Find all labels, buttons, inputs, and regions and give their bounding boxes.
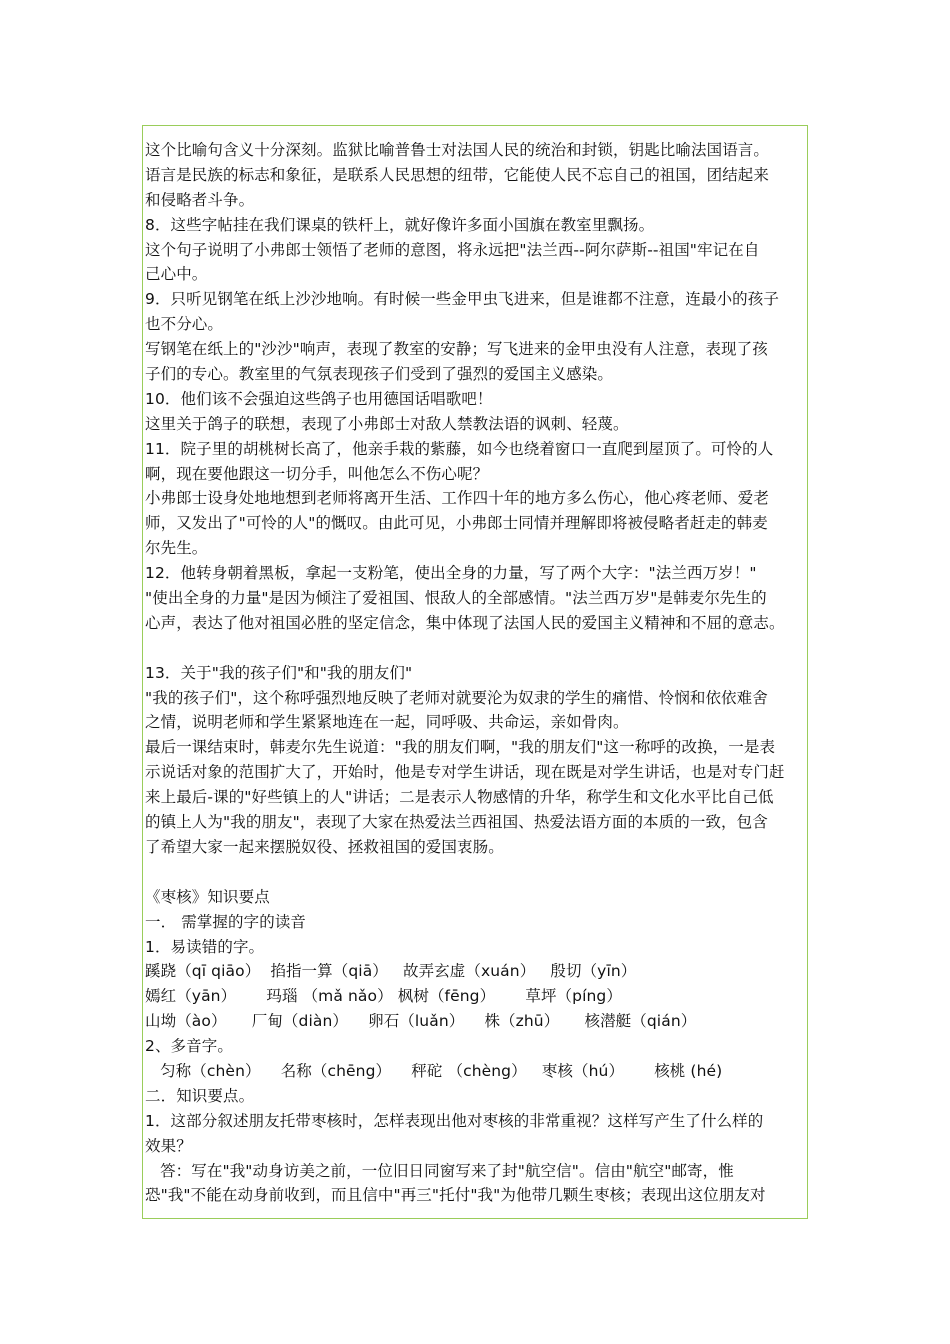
text-line: 语言是民族的标志和象征，是联系人民思想的纽带，它能使人民不忘自己的祖国，团结起来	[145, 165, 770, 184]
text-line: 9．只听见钢笔在纸上沙沙地响。有时候一些金甲虫飞进来，但是谁都不注意，连最小的孩子	[145, 290, 779, 309]
text-line: 嫣红（yān） 玛瑙 （mǎ nǎo） 枫树（fēng） 草坪（píng）	[145, 987, 622, 1006]
document-frame	[142, 125, 808, 1219]
document-body	[145, 138, 808, 1208]
text-line: 示说话对象的范围扩大了，开始时，他是专对学生讲话，现在既是对学生讲话，也是对专门赶	[145, 763, 785, 782]
text-line: 12．他转身朝着黑板，拿起一支粉笔，使出全身的力量，写了两个大字："法兰西万岁！"	[145, 564, 757, 583]
text-line: 师，又发出了"可怜的人"的慨叹。由此可见，小弗郎士同情并理解即将被侵略者赶走的韩麦	[145, 514, 768, 533]
text-line: 小弗郎士设身处地地想到老师将离开生活、工作四十年的地方多么伤心，他心疼老师、爱老	[145, 489, 770, 508]
text-line: 和侵略者斗争。	[145, 190, 255, 209]
text-line: "我的孩子们"，这个称呼强烈地反映了老师对就要沦为奴隶的学生的痛惜、怜悯和依依难舍	[145, 688, 768, 707]
text-line: 这个句子说明了小弗郎士领悟了老师的意图，将永远把"法兰西--阿尔萨斯--祖国"牢记在自	[145, 240, 760, 259]
text-line: 1．易读错的字。	[145, 937, 265, 956]
text-line: 11．院子里的胡桃树长高了，他亲手栽的紫藤，如今也绕着窗口一直爬到屋顶了。可怜的人	[145, 439, 774, 458]
text-line: 子们的专心。教室里的气氛表现孩子们受到了强烈的爱国主义感染。	[145, 365, 614, 384]
text-line: 了希望大家一起来摆脱奴役、拯救祖国的爱国衷肠。	[145, 837, 504, 856]
text-line: 啊，现在要他跟这一切分手，叫他怎么不伤心呢？	[145, 464, 489, 483]
text-line: 1．这部分叙述朋友托带枣核时，怎样表现出他对枣核的非常重视？这样写产生了什么样的	[145, 1111, 764, 1130]
text-line: 一． 需掌握的字的读音	[145, 912, 307, 931]
text-line: 答：写在"我"动身访美之前，一位旧日同窗写来了封"航空信"。信由"航空"邮寄，惟	[145, 1161, 734, 1180]
blank-line	[145, 860, 808, 885]
text-line: 《枣核》知识要点	[145, 887, 270, 906]
text-line: 13．关于"我的孩子们"和"我的朋友们"	[145, 663, 413, 682]
blank-line	[145, 636, 808, 661]
text-line: 这里关于鸽子的联想，表现了小弗郎士对敌人禁教法语的讽刺、轻蔑。	[145, 414, 629, 433]
text-line: 写钢笔在纸上的"沙沙"响声，表现了教室的安静；写飞进来的金甲虫没有人注意，表现了孩	[145, 340, 768, 359]
text-line: 二．知识要点。	[145, 1086, 255, 1105]
text-line: 己心中。	[145, 265, 208, 284]
text-line: 恐"我"不能在动身前收到，而且信中"再三"托付"我"为他带几颗生枣核；表现出这位朋友对	[145, 1186, 766, 1205]
text-line: 8．这些字帖挂在我们课桌的铁杆上，就好像许多面小国旗在教室里飘扬。	[145, 215, 655, 234]
text-line: 山坳（ào） 厂甸（diàn） 卵石（luǎn） 株（zhū） 核潜艇（qián）	[145, 1012, 697, 1031]
text-line: 心声，表达了他对祖国必胜的坚定信念，集中体现了法国人民的爱国主义精神和不屈的意志。	[145, 613, 785, 632]
text-line: "使出全身的力量"是因为倾注了爱祖国、恨敌人的全部感情。"法兰西万岁"是韩麦尔先生的	[145, 589, 767, 608]
text-line: 匀称（chèn） 名称（chēng） 秤砣 （chèng） 枣核（hú） 核桃 (hé)	[145, 1061, 723, 1080]
text-line: 最后一课结束时，韩麦尔先生说道："我的朋友们啊，"我的朋友们"这一称呼的改换，一是表	[145, 738, 776, 757]
text-line: 来上最后-课的"好些镇上的人"讲话；二是表示人物感情的升华，称学生和文化水平比自己低	[145, 788, 774, 807]
text-line: 10．他们该不会强迫这些鸽子也用德国话唱歌吧！	[145, 389, 493, 408]
text-line: 之情，说明老师和学生紧紧地连在一起，同呼吸、共命运，亲如骨肉。	[145, 713, 629, 732]
text-line: 尔先生。	[145, 539, 208, 558]
text-line: 蹊跷（qī qiāo） 掐指一算（qiā） 故弄玄虚（xuán） 殷切（yīn）	[145, 962, 637, 981]
text-line: 也不分心。	[145, 315, 224, 334]
text-line: 的镇上人为"我的朋友"，表现了大家在热爱法兰西祖国、热爱法语方面的本质的一致，包含	[145, 813, 768, 832]
text-line: 这个比喻句含义十分深刻。监狱比喻普鲁士对法国人民的统治和封锁，钥匙比喻法国语言。	[145, 141, 770, 159]
text-line: 2、多音字。	[145, 1037, 233, 1056]
text-line: 效果？	[145, 1136, 192, 1155]
